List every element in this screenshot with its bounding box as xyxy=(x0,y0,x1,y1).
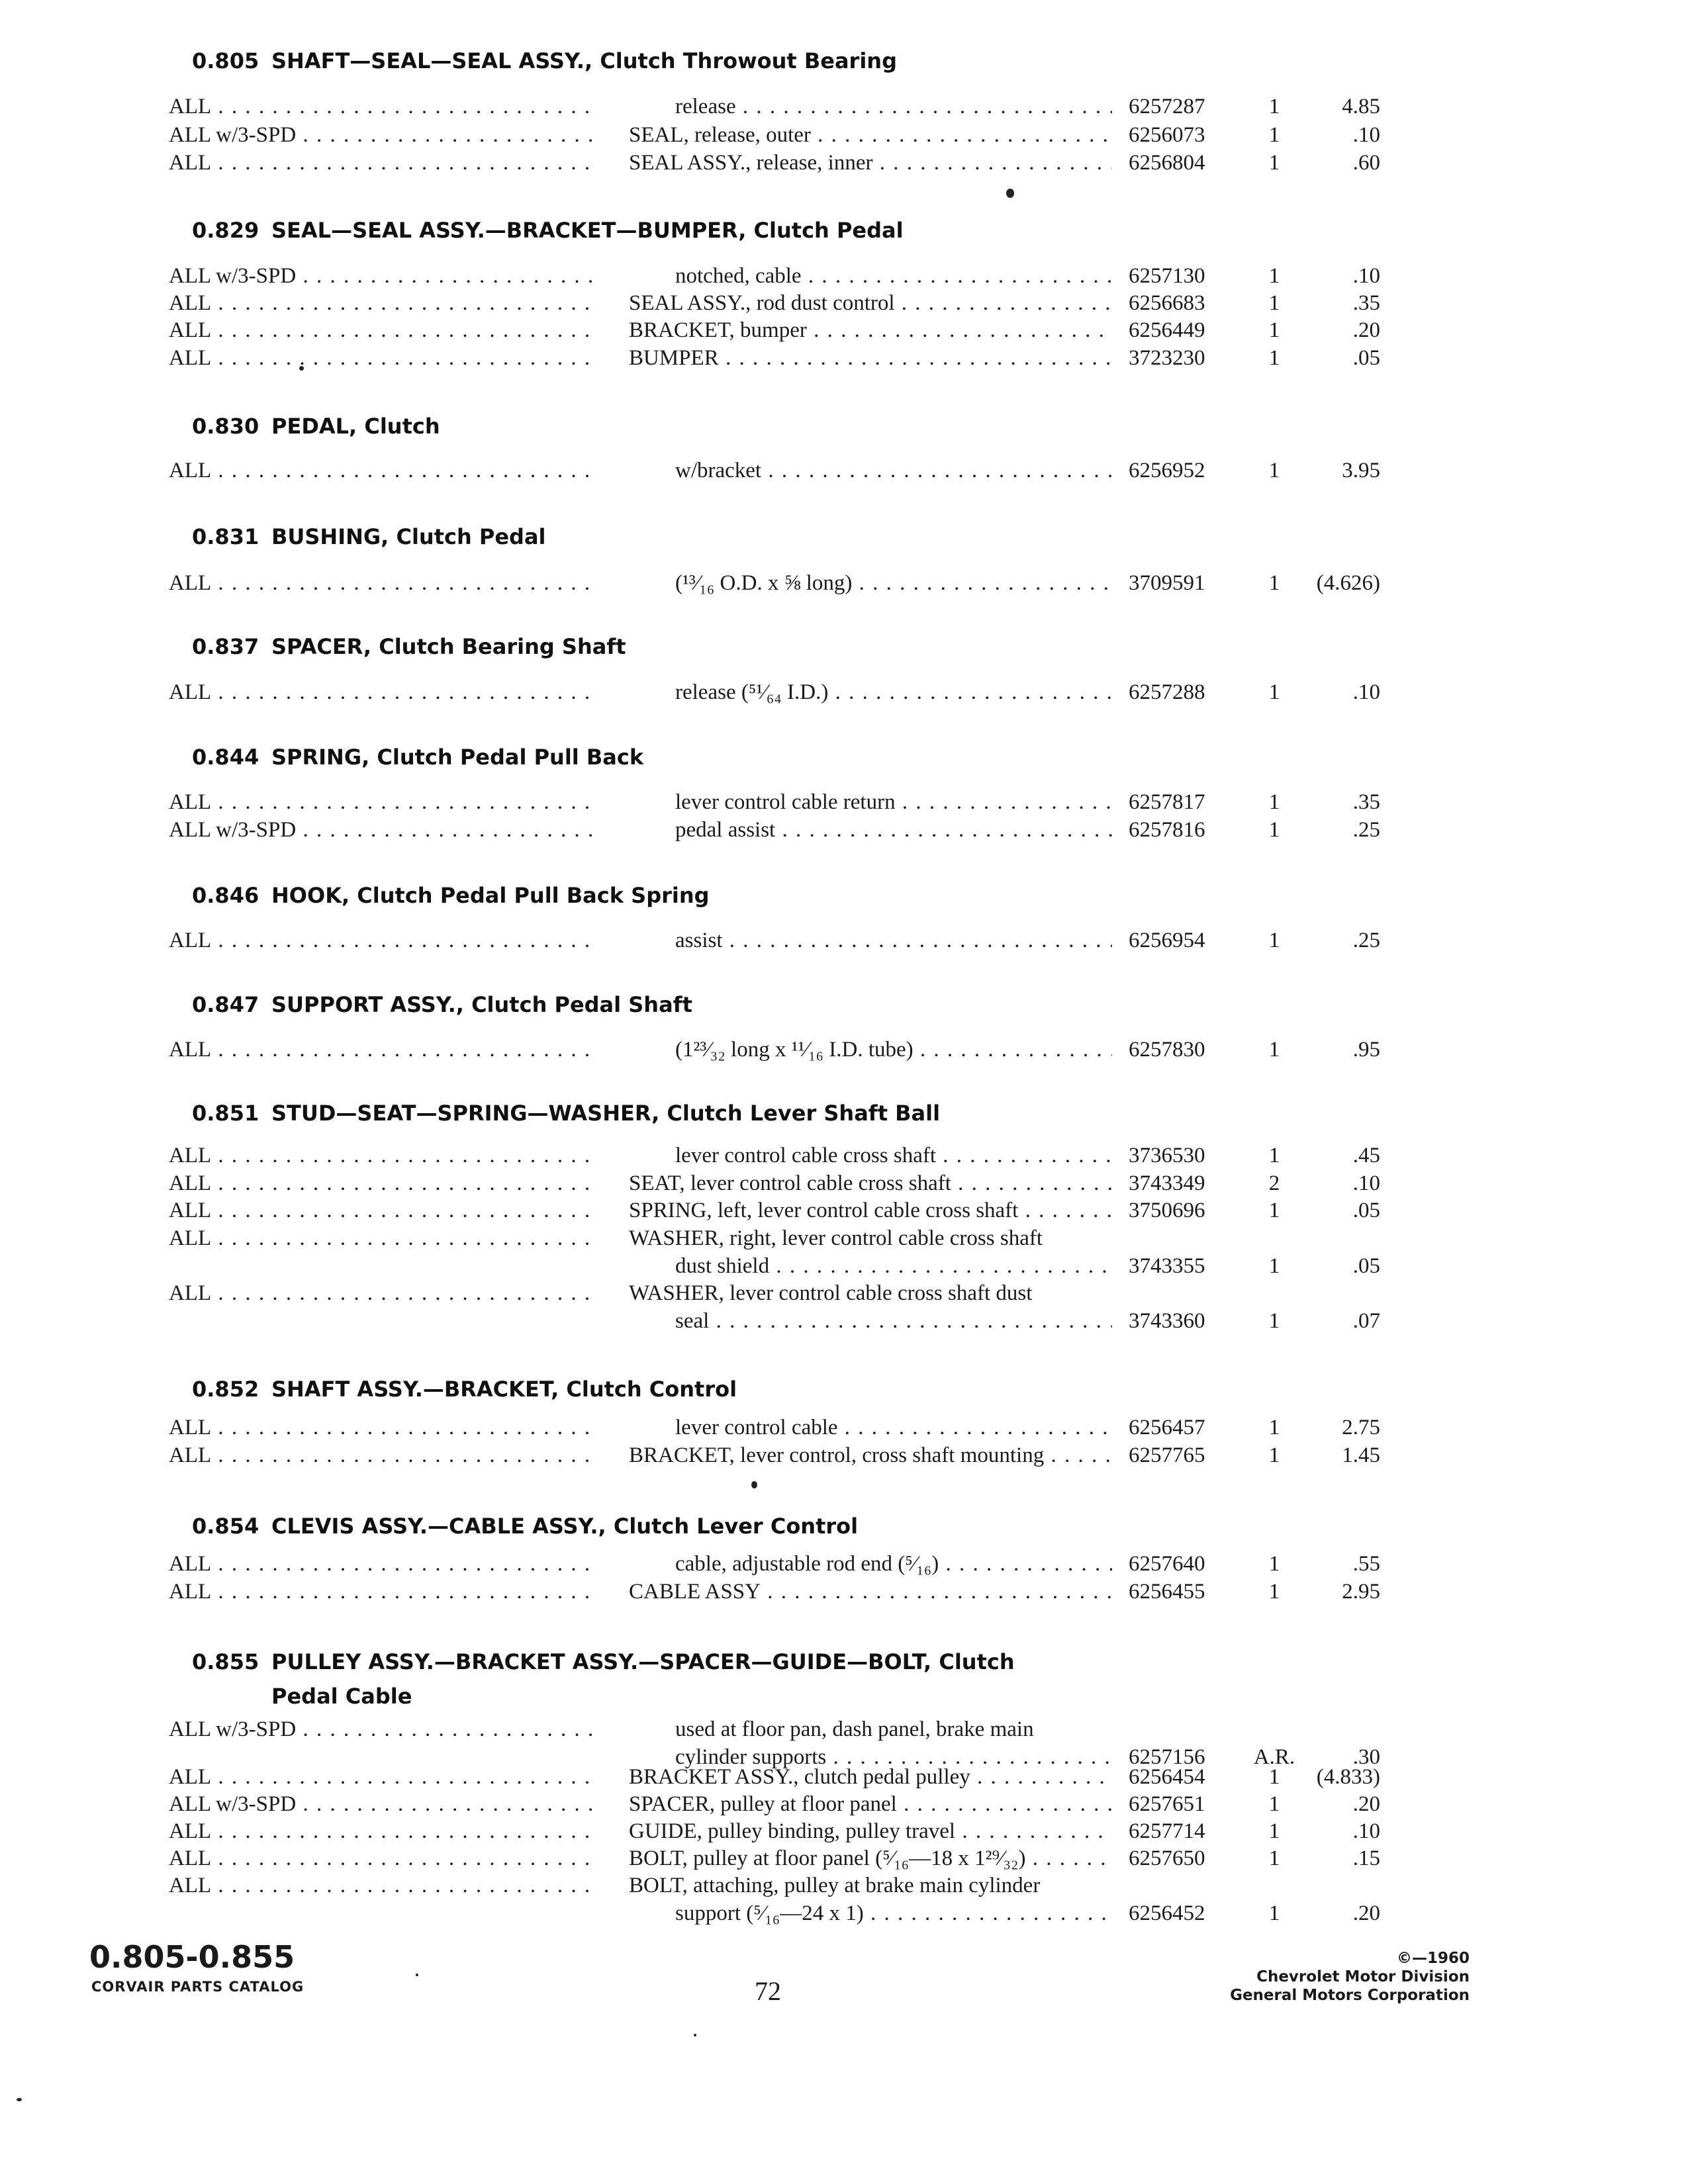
quantity-cell: 1 xyxy=(1268,1819,1280,1843)
description-line: release (⁵¹⁄₆₄ I.D.) . . . xyxy=(629,678,1112,706)
quantity-cell: 1 xyxy=(1268,264,1280,288)
part-number-cell: 6257714 xyxy=(1129,1819,1205,1843)
quantity-cell: 1 xyxy=(1268,318,1280,342)
application-cell: ALL . . . xyxy=(169,1844,599,1872)
description-line: BRACKET, bumper . . . xyxy=(629,316,1112,344)
description-cell xyxy=(629,1197,1112,1224)
description-cell xyxy=(629,1414,1112,1441)
description-line: used at floor pan, dash panel, brake main xyxy=(675,1717,1034,1741)
footer-range: 0.805-0.855 xyxy=(89,1939,295,1975)
price-cell: .15 xyxy=(1352,1846,1380,1870)
section-heading xyxy=(192,1509,1185,1543)
description-line: WASHER, lever control cable cross shaft dust xyxy=(629,1281,1033,1305)
description-line: release . . . xyxy=(629,93,1112,120)
description-line: SEAT, lever control cable cross shaft . . . xyxy=(629,1169,1112,1197)
section-title: STUD—SEAT—SPRING—WASHER, Clutch Lever Shaft Ball xyxy=(271,1101,941,1126)
price-cell: 3.95 xyxy=(1342,459,1380,482)
price-cell: .20 xyxy=(1352,1792,1380,1816)
application-cell: ALL . . . xyxy=(169,1036,599,1064)
description-cell xyxy=(629,678,1112,706)
part-number-cell: 6256454 xyxy=(1129,1765,1205,1789)
section-title: CLEVIS ASSY.—CABLE ASSY., Clutch Lever Control xyxy=(271,1514,859,1539)
quantity-cell: 1 xyxy=(1268,291,1280,315)
section-number: 0.837 xyxy=(192,634,259,659)
quantity-cell: 1 xyxy=(1268,95,1280,118)
description-cell xyxy=(629,1142,1112,1169)
description-cell xyxy=(629,149,1112,177)
application-cell: ALL . . . xyxy=(169,569,599,597)
quantity-cell: 1 xyxy=(1268,1901,1280,1925)
price-cell: .07 xyxy=(1352,1309,1380,1333)
part-number-cell: 3743349 xyxy=(1129,1171,1205,1195)
description-cell xyxy=(629,457,1112,484)
quantity-cell: 1 xyxy=(1268,818,1280,842)
quantity-cell: 1 xyxy=(1268,1846,1280,1870)
description-cell xyxy=(629,1279,1112,1335)
section-title: SHAFT ASSY.—BRACKET, Clutch Control xyxy=(271,1377,737,1402)
footer-publisher xyxy=(1125,1949,1470,2005)
quantity-cell: 1 xyxy=(1268,151,1280,175)
description-line: notched, cable . . . xyxy=(629,262,1112,290)
application-cell: ALL . . . xyxy=(169,457,599,484)
section-title: PULLEY ASSY.—BRACKET ASSY.—SPACER—GUIDE—BOLT, Clutch xyxy=(271,1649,1015,1674)
section-title: SEAL—SEAL ASSY.—BRACKET—BUMPER, Clutch Pedal xyxy=(271,218,904,243)
description-cell xyxy=(629,1224,1112,1280)
section-number: 0.855 xyxy=(192,1649,259,1674)
description-cell xyxy=(629,1578,1112,1606)
section-title: HOOK, Clutch Pedal Pull Back Spring xyxy=(271,883,710,908)
part-number-cell: 6257640 xyxy=(1129,1552,1205,1576)
description-cell xyxy=(629,121,1112,149)
part-number-cell: 6257156 xyxy=(1129,1745,1205,1769)
application-cell: ALL . . . xyxy=(169,316,599,344)
section-number: 0.831 xyxy=(192,524,259,549)
price-cell: .05 xyxy=(1352,1254,1380,1278)
description-cell xyxy=(629,1550,1112,1578)
application-cell: ALL . . . xyxy=(169,927,599,954)
price-cell: .05 xyxy=(1352,1199,1380,1222)
description-cell xyxy=(629,1169,1112,1197)
section-heading xyxy=(192,1096,1185,1130)
description-cell xyxy=(629,1844,1112,1872)
quantity-cell: 2 xyxy=(1268,1171,1280,1195)
section-number: 0.851 xyxy=(192,1101,259,1126)
description-line: SEAL ASSY., rod dust control . . . xyxy=(629,289,1112,317)
quantity-cell: 1 xyxy=(1268,1580,1280,1604)
price-cell: .05 xyxy=(1352,346,1380,370)
price-cell: 2.95 xyxy=(1342,1580,1380,1604)
scan-speck xyxy=(17,2098,22,2101)
description-line: BRACKET ASSY., clutch pedal pulley . . . xyxy=(629,1763,1112,1791)
part-number-cell: 6257816 xyxy=(1129,818,1205,842)
application-cell: ALL w/3-SPD . . . xyxy=(169,816,599,844)
part-number-cell: 6257650 xyxy=(1129,1846,1205,1870)
description-line: dust shield . . . xyxy=(629,1252,1112,1280)
description-line: assist . . . xyxy=(629,927,1112,954)
price-cell: 1.45 xyxy=(1342,1443,1380,1467)
application-cell: ALL . . . xyxy=(169,1578,599,1606)
description-cell xyxy=(629,344,1112,372)
description-line: cable, adjustable rod end (⁵⁄₁₆) . . . xyxy=(629,1550,1112,1578)
part-number-cell: 6257287 xyxy=(1129,95,1205,118)
description-line: BOLT, attaching, pulley at brake main cylinder xyxy=(629,1874,1041,1897)
section-title: SHAFT—SEAL—SEAL ASSY., Clutch Throwout Bearing xyxy=(271,48,897,73)
price-cell: .10 xyxy=(1352,264,1380,288)
quantity-cell: 1 xyxy=(1268,123,1280,147)
part-number-cell: 6257765 xyxy=(1129,1443,1205,1467)
price-cell: .25 xyxy=(1352,818,1380,842)
quantity-cell: 1 xyxy=(1268,1144,1280,1167)
description-cell xyxy=(629,1790,1112,1818)
section-heading xyxy=(192,878,1185,913)
application-cell: ALL w/3-SPD . . . xyxy=(169,121,599,149)
scan-speck xyxy=(751,1481,757,1488)
quantity-cell: 1 xyxy=(1268,571,1280,595)
description-cell xyxy=(629,1036,1112,1064)
price-cell: (4.626) xyxy=(1316,571,1380,595)
section-number: 0.805 xyxy=(192,48,259,73)
application-cell: ALL . . . xyxy=(169,289,599,317)
scan-speck xyxy=(1006,189,1014,198)
part-number-cell: 3723230 xyxy=(1129,346,1205,370)
application-cell: ALL . . . xyxy=(169,1279,599,1307)
quantity-cell: 1 xyxy=(1268,1765,1280,1789)
description-line: seal . . . xyxy=(629,1307,1112,1335)
section-heading xyxy=(192,213,1185,248)
application-cell: ALL . . . xyxy=(169,1224,599,1252)
application-cell: ALL . . . xyxy=(169,93,599,120)
price-cell: .55 xyxy=(1352,1552,1380,1576)
description-line: support (⁵⁄₁₆—24 x 1) . . . xyxy=(629,1899,1112,1927)
scan-speck xyxy=(299,366,304,371)
section-number: 0.847 xyxy=(192,992,259,1017)
quantity-cell: 1 xyxy=(1268,346,1280,370)
section-heading xyxy=(192,629,1185,664)
quantity-cell: 1 xyxy=(1268,1792,1280,1816)
description-line: BUMPER . . . xyxy=(629,344,1112,372)
section-heading xyxy=(192,44,1185,78)
application-cell: ALL . . . xyxy=(169,1550,599,1578)
description-line: WASHER, right, lever control cable cross shaft xyxy=(629,1226,1043,1250)
footer-catalog-name: CORVAIR PARTS CATALOG xyxy=(91,1979,305,1995)
part-number-cell: 6256804 xyxy=(1129,151,1205,175)
part-number-cell: 6256073 xyxy=(1129,123,1205,147)
description-cell xyxy=(629,788,1112,816)
scan-speck xyxy=(416,1974,418,1976)
application-cell: ALL . . . xyxy=(169,1414,599,1441)
quantity-cell: 1 xyxy=(1268,1552,1280,1576)
section-title: PEDAL, Clutch xyxy=(271,414,440,439)
description-cell xyxy=(629,1817,1112,1845)
footer-corporation: General Motors Corporation xyxy=(1230,1987,1470,2004)
section-number: 0.844 xyxy=(192,745,259,770)
price-cell: 4.85 xyxy=(1342,95,1380,118)
part-number-cell: 6257651 xyxy=(1129,1792,1205,1816)
application-cell: ALL . . . xyxy=(169,1817,599,1845)
description-cell xyxy=(629,1872,1112,1927)
price-cell: .30 xyxy=(1352,1745,1380,1769)
section-number: 0.829 xyxy=(192,218,259,243)
description-cell xyxy=(629,569,1112,597)
section-title: BUSHING, Clutch Pedal xyxy=(271,524,546,549)
part-number-cell: 3743355 xyxy=(1129,1254,1205,1278)
section-number: 0.830 xyxy=(192,414,259,439)
description-line: w/bracket . . . xyxy=(629,457,1112,484)
part-number-cell: 6256452 xyxy=(1129,1901,1205,1925)
application-cell: ALL . . . xyxy=(169,1142,599,1169)
application-cell: ALL . . . xyxy=(169,788,599,816)
description-line: CABLE ASSY . . . xyxy=(629,1578,1112,1606)
price-cell: 2.75 xyxy=(1342,1416,1380,1439)
price-cell: .20 xyxy=(1352,318,1380,342)
quantity-cell: 1 xyxy=(1268,459,1280,482)
quantity-cell: 1 xyxy=(1268,1416,1280,1439)
description-line: BOLT, pulley at floor panel (⁵⁄₁₆—18 x 1²⁹⁄₃₂) . . . xyxy=(629,1844,1112,1872)
section-heading xyxy=(192,520,1185,554)
part-number-cell: 3736530 xyxy=(1129,1144,1205,1167)
part-number-cell: 3709591 xyxy=(1129,571,1205,595)
section-number: 0.846 xyxy=(192,883,259,908)
price-cell: .35 xyxy=(1352,790,1380,814)
application-cell: ALL . . . xyxy=(169,1763,599,1791)
price-cell: .10 xyxy=(1352,1819,1380,1843)
section-number: 0.852 xyxy=(192,1377,259,1402)
description-cell xyxy=(629,289,1112,317)
application-cell: ALL . . . xyxy=(169,1169,599,1197)
description-line: GUIDE, pulley binding, pulley travel . . . xyxy=(629,1817,1112,1845)
description-cell xyxy=(629,1763,1112,1791)
part-number-cell: 6256683 xyxy=(1129,291,1205,315)
quantity-cell: 1 xyxy=(1268,929,1280,952)
description-cell xyxy=(629,1441,1112,1469)
quantity-cell: 1 xyxy=(1268,680,1280,704)
scan-speck xyxy=(694,2034,696,2036)
section-heading xyxy=(192,740,1185,774)
application-cell: ALL w/3-SPD . . . xyxy=(169,262,599,290)
price-cell: .95 xyxy=(1352,1038,1380,1062)
part-number-cell: 6257830 xyxy=(1129,1038,1205,1062)
application-cell: ALL . . . xyxy=(169,149,599,177)
application-cell: ALL . . . xyxy=(169,678,599,706)
section-heading xyxy=(192,1645,1185,1713)
price-cell: .20 xyxy=(1352,1901,1380,1925)
part-number-cell: 3743360 xyxy=(1129,1309,1205,1333)
application-cell: ALL . . . xyxy=(169,1441,599,1469)
part-number-cell: 6257130 xyxy=(1129,264,1205,288)
description-line: (1²³⁄₃₂ long x ¹¹⁄₁₆ I.D. tube) . . . xyxy=(629,1036,1112,1064)
part-number-cell: 6256455 xyxy=(1129,1580,1205,1604)
description-line: BRACKET, lever control, cross shaft mounting . . . xyxy=(629,1441,1112,1469)
description-cell xyxy=(629,316,1112,344)
price-cell: .10 xyxy=(1352,680,1380,704)
part-number-cell: 6256457 xyxy=(1129,1416,1205,1439)
price-cell: .10 xyxy=(1352,123,1380,147)
description-line: lever control cable return . . . xyxy=(629,788,1112,816)
section-number: 0.854 xyxy=(192,1514,259,1539)
description-line: SPRING, left, lever control cable cross shaft . . . xyxy=(629,1197,1112,1224)
section-heading xyxy=(192,987,1185,1022)
part-number-cell: 6256952 xyxy=(1129,459,1205,482)
application-cell: ALL . . . xyxy=(169,1872,599,1899)
quantity-cell: 1 xyxy=(1268,1309,1280,1333)
description-line: cylinder supports . . . xyxy=(629,1743,1112,1771)
description-line: (¹³⁄₁₆ O.D. x ⅝ long) . . . xyxy=(629,569,1112,597)
part-number-cell: 6257288 xyxy=(1129,680,1205,704)
section-title: SUPPORT ASSY., Clutch Pedal Shaft xyxy=(271,992,692,1017)
part-number-cell: 3750696 xyxy=(1129,1199,1205,1222)
footer-division: Chevrolet Motor Division xyxy=(1256,1968,1470,1985)
quantity-cell: A.R. xyxy=(1253,1745,1295,1769)
part-number-cell: 6256954 xyxy=(1129,929,1205,952)
application-cell: ALL w/3-SPD . . . xyxy=(169,1715,599,1743)
quantity-cell: 1 xyxy=(1268,1038,1280,1062)
application-cell: ALL . . . xyxy=(169,1197,599,1224)
application-cell: ALL . . . xyxy=(169,344,599,372)
section-title: SPACER, Clutch Bearing Shaft xyxy=(271,634,626,659)
price-cell: .35 xyxy=(1352,291,1380,315)
description-line: lever control cable cross shaft . . . xyxy=(629,1142,1112,1169)
description-line: pedal assist . . . xyxy=(629,816,1112,844)
description-cell xyxy=(629,816,1112,844)
section-heading xyxy=(192,409,1185,443)
price-cell: (4.833) xyxy=(1316,1765,1380,1789)
quantity-cell: 1 xyxy=(1268,1199,1280,1222)
section-title: SPRING, Clutch Pedal Pull Back xyxy=(271,745,644,770)
price-cell: .60 xyxy=(1352,151,1380,175)
footer-copyright: ©—1960 xyxy=(1396,1950,1470,1967)
description-line: lever control cable . . . xyxy=(629,1414,1112,1441)
price-cell: .45 xyxy=(1352,1144,1380,1167)
section-title-continued: Pedal Cable xyxy=(271,1684,412,1709)
price-cell: .10 xyxy=(1352,1171,1380,1195)
description-cell xyxy=(629,262,1112,290)
section-heading xyxy=(192,1372,1185,1406)
part-number-cell: 6256449 xyxy=(1129,318,1205,342)
application-cell: ALL w/3-SPD . . . xyxy=(169,1790,599,1818)
quantity-cell: 1 xyxy=(1268,1254,1280,1278)
quantity-cell: 1 xyxy=(1268,790,1280,814)
description-cell xyxy=(629,927,1112,954)
description-cell xyxy=(629,93,1112,120)
description-line: SEAL ASSY., release, inner . . . xyxy=(629,149,1112,177)
part-number-cell: 6257817 xyxy=(1129,790,1205,814)
page-number: 72 xyxy=(755,1976,781,2006)
price-cell: .25 xyxy=(1352,929,1380,952)
description-line: SPACER, pulley at floor panel . . . xyxy=(629,1790,1112,1818)
quantity-cell: 1 xyxy=(1268,1443,1280,1467)
description-line: SEAL, release, outer . . . xyxy=(629,121,1112,149)
